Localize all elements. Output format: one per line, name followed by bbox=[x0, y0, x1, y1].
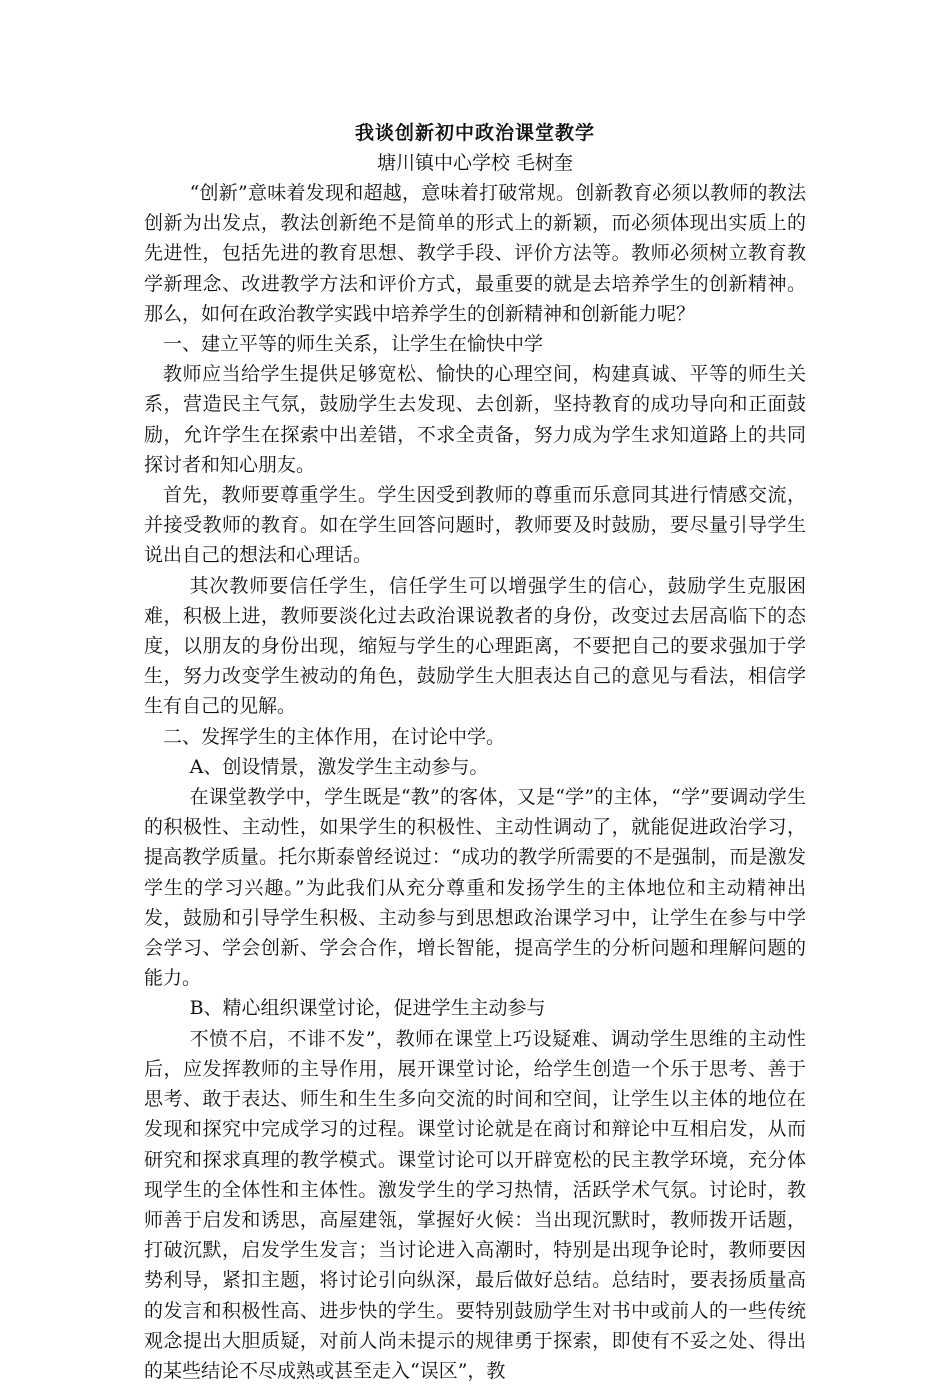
paragraph-1: 教师应当给学生提供足够宽松、愉快的心理空间，构建真诚、平等的师生关系，营造民主气氛，鼓励学生去发现、去创新，坚持教育的成功导向和正面鼓励，允许学生在探索中出差错，不求全责备，努力成为学生求知道路上的共同探讨者和知心朋友。 bbox=[144, 363, 806, 476]
section-heading-2: 二、发挥学生的主体作用，在讨论中学。 bbox=[163, 725, 506, 748]
document-page bbox=[144, 118, 806, 1386]
paragraph-2: 首先，教师要尊重学生。学生因受到教师的尊重而乐意同其进行情感交流，并接受教师的教育。如在学生回答问题时，教师要及时鼓励，要尽量引导学生说出自己的想法和心理话。 bbox=[144, 484, 806, 567]
document-title: 我谈创新初中政治课堂教学 bbox=[354, 122, 595, 144]
subsection-heading-a: A、创设情景，激发学生主动参与。 bbox=[189, 755, 489, 778]
subsection-heading-b: B、精心组织课堂讨论，促进学生主动参与 bbox=[189, 997, 546, 1020]
paragraph-5: 不愤不启，不诽不发”，教师在课堂上巧设疑难、调动学生思维的主动性后，应发挥教师的主导作用，展开课堂讨论，给学生创造一个乐于思考、善于思考、敢于表达、师生和生生多向交流的时间和空间，让学生以主体的地位在发现和探究中完成学习的过程。课堂讨论就是在商讨和辩论中互相启发，从而研究和探求真理的教学模式。课堂讨论可以开辟宽松的民主教学环境，充分体现学生的全体性和主体性。激发学生的学习热情，活跃学术气氛。讨论时，教师善于启发和诱思，高屋建瓴，掌握好火候：当出现沉默时，教师拨开话题，打破沉默，启发学生发言；当讨论进入高潮时，特别是出现争论时，教师要因势利导，紧扣主题，将讨论引向纵深，最后做好总结。总结时，要表扬质量高的发言和积极性高、进步快的学生。要特别鼓励学生对书中或前人的一些传统观念提出大胆质疑，对前人尚未提示的规律勇于探索，即使有不妥之处、得出的某些结论不尽成熟或甚至走入“误区”，教 bbox=[144, 1027, 806, 1382]
paragraph-3: 其次教师要信任学生，信任学生可以增强学生的信心，鼓励学生克服困难，积极上进，教师要淡化过去政治课说教者的身份，改变过去居高临下的态度，以朋友的身份出现，缩短与学生的心理距离，不要把自己的要求强加于学生，努力改变学生被动的角色，鼓励学生大胆表达自己的意见与看法，相信学生有自己的见解。 bbox=[144, 574, 806, 718]
paragraph-intro: “创新”意味着发现和超越，意味着打破常规。创新教育必须以教师的教法创新为出发点，教法创新绝不是简单的形式上的新颖，而必须体现出实质上的先进性，包括先进的教育思想、教学手段、评价方法等。教师必须树立教育教学新理念、改进教学方法和评价方式，最重要的就是去培养学生的创新精神。那么，如何在政治教学实践中培养学生的创新精神和创新能力呢？ bbox=[144, 182, 806, 325]
section-heading-1: 一、建立平等的师生关系，让学生在愉快中学 bbox=[163, 333, 544, 356]
author-line: 塘川镇中心学校 毛树奎 bbox=[376, 152, 574, 174]
paragraph-4: 在课堂教学中，学生既是“教”的客体，又是“学”的主体，“学”要调动学生的积极性、主动性，如果学生的积极性、主动性调动了，就能促进政治学习，提高教学质量。托尔斯泰曾经说过：“成功的教学所需要的不是强制，而是激发学生的学习兴趣。”为此我们从充分尊重和发扬学生的主体地位和主动精神出发，鼓励和引导学生积极、主动参与到思想政治课学习中，让学生在参与中学会学习、学会创新、学会合作，增长智能，提高学生的分析问题和理解问题的能力。 bbox=[144, 786, 806, 990]
